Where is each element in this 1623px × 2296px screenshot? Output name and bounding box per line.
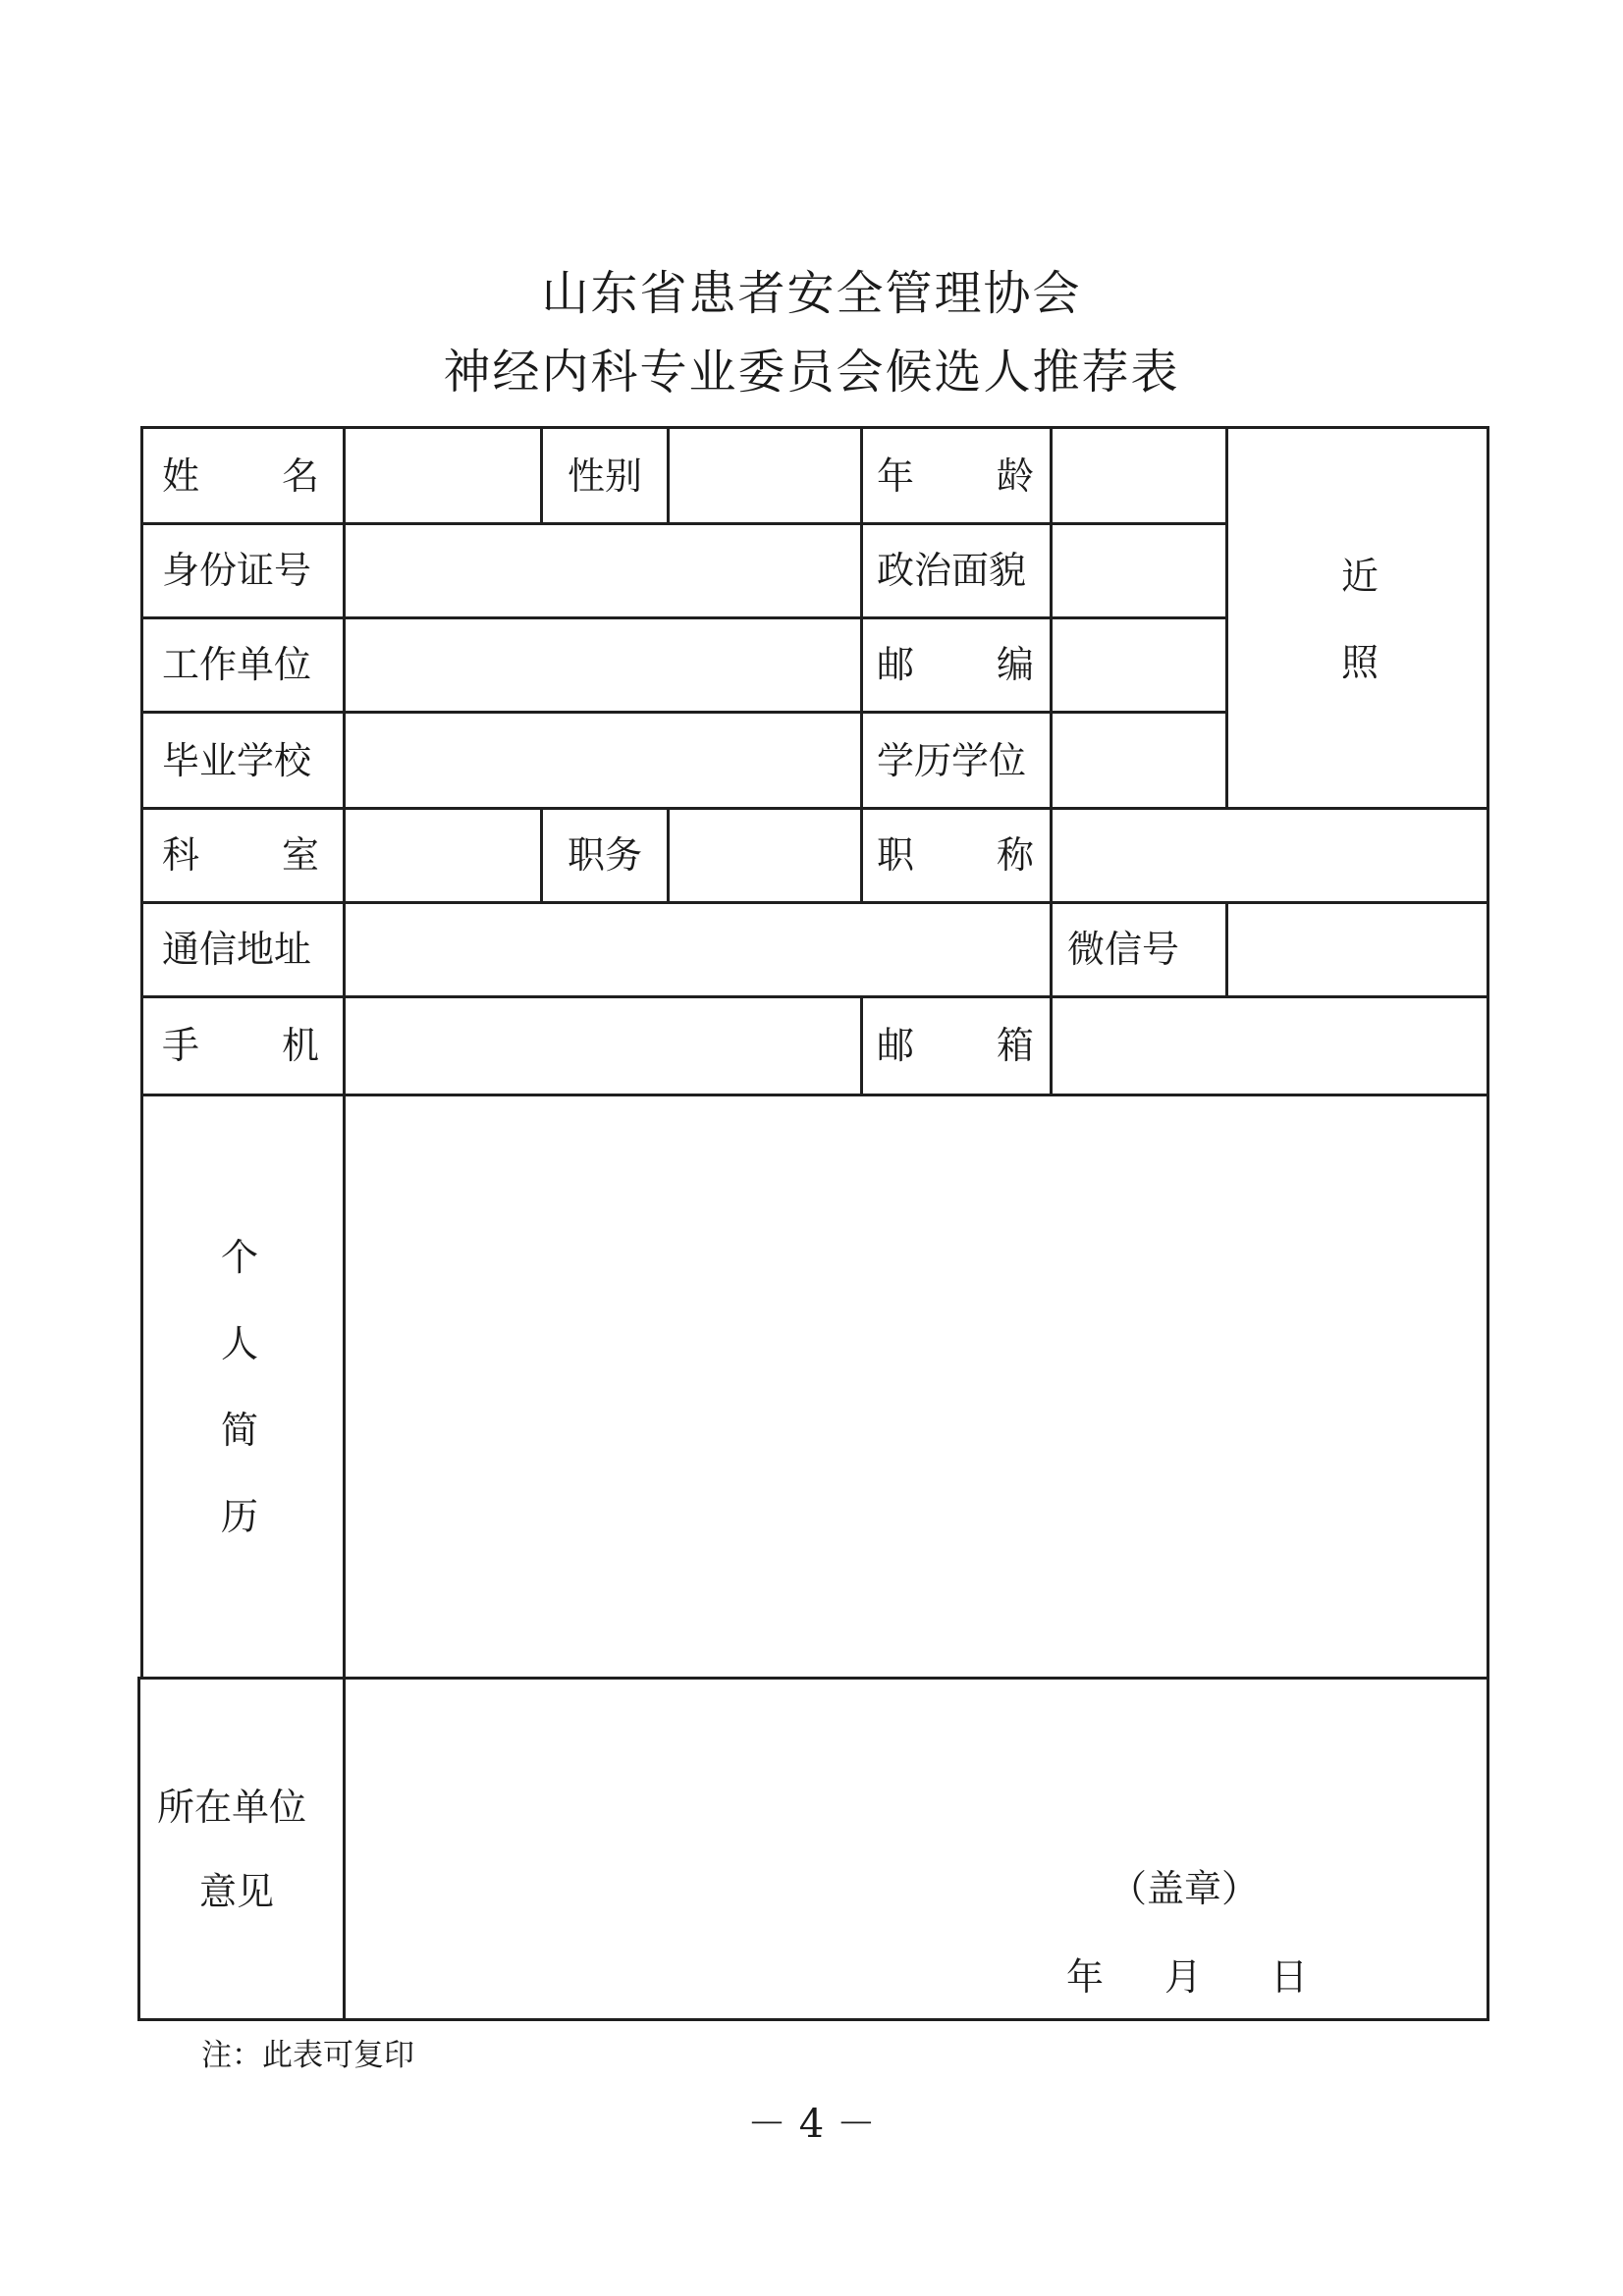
table-rule	[1050, 995, 1053, 1094]
id-number-field[interactable]	[347, 526, 859, 615]
table-border-left	[137, 1677, 140, 2021]
page-number: － 4 －	[747, 2102, 876, 2147]
unit-opinion-label-line2: 意见	[199, 1870, 275, 1913]
table-rule	[1050, 901, 1053, 995]
resume-label-char-4: 历	[220, 1495, 258, 1538]
professional-title-field[interactable]	[1054, 811, 1486, 900]
unit-opinion-field[interactable]	[347, 1681, 1486, 2017]
table-border-left	[140, 426, 143, 1679]
political-status-label: 政治面貌	[877, 549, 1027, 592]
photo-label-bottom: 照	[1340, 641, 1379, 684]
table-rule	[140, 616, 1228, 619]
footnote: 注：此表可复印	[201, 2038, 414, 2073]
document-subtitle: 神经内科专业委员会候选人推荐表	[443, 345, 1180, 400]
mobile-field[interactable]	[347, 999, 859, 1093]
table-rule	[860, 426, 863, 901]
resume-label-char-3: 简	[220, 1409, 258, 1452]
table-rule	[1225, 426, 1228, 807]
table-border-right	[1487, 426, 1489, 2021]
table-rule	[860, 995, 863, 1094]
photo-area[interactable]	[1229, 430, 1486, 806]
mobile-label: 手 机	[162, 1024, 319, 1067]
resume-label-char-2: 人	[220, 1322, 258, 1365]
address-label: 通信地址	[162, 928, 312, 971]
table-rule	[1050, 426, 1053, 901]
table-rule	[667, 426, 670, 522]
table-rule	[137, 1677, 1489, 1680]
postcode-field[interactable]	[1054, 620, 1224, 710]
address-field[interactable]	[347, 905, 1049, 994]
photo-label-top: 近	[1340, 555, 1379, 598]
gender-label: 性别	[567, 454, 642, 498]
date-month: 月	[1164, 1955, 1203, 1999]
name-label: 姓 名	[162, 454, 319, 498]
email-field[interactable]	[1054, 999, 1486, 1093]
department-field[interactable]	[347, 811, 538, 900]
date-year: 年	[1066, 1955, 1105, 1999]
age-field[interactable]	[1054, 430, 1224, 521]
workplace-label: 工作单位	[162, 643, 312, 686]
document-title: 山东省患者安全管理协会	[541, 266, 1082, 321]
postcode-label: 邮 编	[877, 643, 1034, 686]
email-label: 邮 箱	[877, 1024, 1034, 1067]
id-number-label: 身份证号	[162, 549, 312, 592]
resume-field[interactable]	[347, 1097, 1486, 1676]
table-rule	[343, 426, 346, 2020]
date-day: 日	[1271, 1955, 1309, 1999]
age-label: 年 龄	[877, 454, 1034, 498]
wechat-field[interactable]	[1229, 905, 1486, 994]
department-label: 科 室	[162, 833, 319, 877]
school-field[interactable]	[347, 715, 859, 806]
wechat-label: 微信号	[1067, 928, 1180, 971]
school-label: 毕业学校	[162, 739, 312, 782]
degree-field[interactable]	[1054, 715, 1224, 806]
professional-title-label: 职 称	[877, 833, 1034, 877]
seal-text: （盖章）	[1109, 1867, 1260, 1910]
gender-field[interactable]	[671, 430, 859, 521]
degree-label: 学历学位	[877, 739, 1027, 782]
table-rule	[140, 711, 1228, 714]
table-border-bottom	[137, 2018, 1489, 2021]
table-rule	[1225, 901, 1228, 995]
political-status-field[interactable]	[1054, 526, 1224, 615]
position-label: 职务	[567, 833, 642, 877]
name-field[interactable]	[347, 430, 538, 521]
unit-opinion-label-line1: 所在单位	[157, 1786, 307, 1829]
table-rule	[140, 522, 1228, 525]
table-rule	[667, 807, 670, 901]
position-field[interactable]	[671, 811, 859, 900]
workplace-field[interactable]	[347, 620, 859, 710]
resume-label-char-1: 个	[220, 1236, 258, 1279]
